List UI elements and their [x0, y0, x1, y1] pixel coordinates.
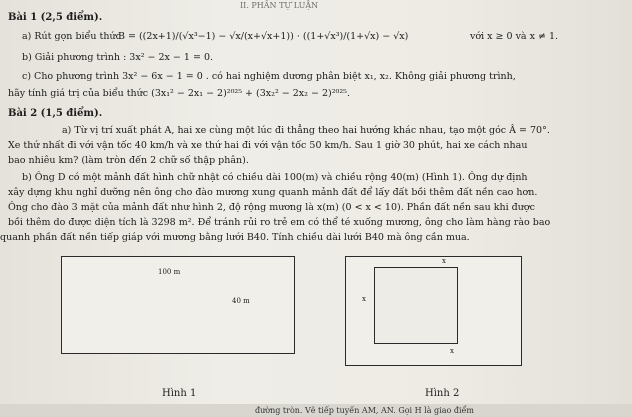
fig2-x-bottom: x — [450, 347, 454, 355]
fig2-x-top: x — [442, 257, 446, 265]
bai2-a-line2: Xe thứ nhất đi với vận tốc 40 km/h và xe thứ hai đi với vận tốc 50 km/h. Sau 1 giờ 30 phút, hai xe cách nhau — [8, 140, 528, 151]
fig1-caption: Hình 1 — [162, 388, 197, 399]
figure-1-rectangle — [61, 256, 295, 354]
section-header-fragment: II. PHẦN TỰ LUẬN — [240, 1, 319, 10]
figure-2-rectangle — [345, 256, 522, 366]
bai1-a-expression: B = ((2x+1)/(√x³−1) − √x/(x+√x+1)) · ((1+√x³)/(1+√x) − √x) — [118, 31, 409, 42]
fig1-width-label: 40 m — [232, 297, 250, 305]
bai1-a-prefix: a) Rút gọn biểu thức — [22, 31, 121, 42]
bai2-a-line1: a) Từ vị trí xuất phát A, hai xe cùng một lúc đi thẳng theo hai hướng khác nhau, tạo một góc Â = 70°. — [62, 125, 550, 136]
fig2-x-left: x — [362, 295, 366, 303]
bai2-b-line4: bồi thêm do được diện tích là 3298 m². Để tránh rủi ro trẻ em có thể té xuống mương, ông cho làm hàng rào bao — [8, 217, 551, 228]
bai2-b-line3: Ông cho đào 3 mặt của mảnh đất như hình 2, độ rộng mương là x(m) (0 < x < 10). Phần đất nền sau khi được — [8, 202, 535, 213]
fig2-inner-land — [374, 267, 458, 344]
fig2-caption: Hình 2 — [425, 388, 460, 399]
bai1-a-condition: với x ≥ 0 và x ≠ 1. — [470, 31, 559, 42]
cut-off-footer-text: đường tròn. Vẽ tiếp tuyến AM, AN. Gọi H là giao điểm — [255, 406, 475, 415]
bai1-b: b) Giải phương trình : 3x² − 2x − 1 = 0. — [22, 52, 214, 63]
bai2-title: Bài 2 (1,5 điểm). — [8, 108, 103, 119]
bai1-c-line2: hãy tính giá trị của biểu thức (3x₁² − 2x₁ − 2)²⁰²⁵ + (3x₂² − 2x₂ − 2)²⁰²⁵. — [8, 88, 350, 99]
bai1-title: Bài 1 (2,5 điểm). — [8, 12, 103, 23]
bai2-b-line1: b) Ông D có một mảnh đất hình chữ nhật có chiều dài 100(m) và chiều rộng 40(m) (Hình 1). Ông dự định — [22, 172, 528, 183]
bai2-b-line5: quanh phần đất nền tiếp giáp với mương bằng lưới B40. Tính chiều dài lưới B40 mà ông cần mua. — [0, 232, 470, 243]
fig1-length-label: 100 m — [158, 268, 181, 276]
bai2-b-line2: xây dựng khu nghỉ dưỡng nên ông cho đào mương xung quanh mảnh đất để lấy đất bồi thêm đất nền cao hơn. — [8, 187, 538, 198]
bai1-c-line1: c) Cho phương trình 3x² − 6x − 1 = 0 . có hai nghiệm dương phân biệt x₁, x₂. Không giải phương trình, — [22, 71, 516, 82]
bai2-a-line3: bao nhiêu km? (làm tròn đến 2 chữ số thập phân). — [8, 155, 249, 166]
